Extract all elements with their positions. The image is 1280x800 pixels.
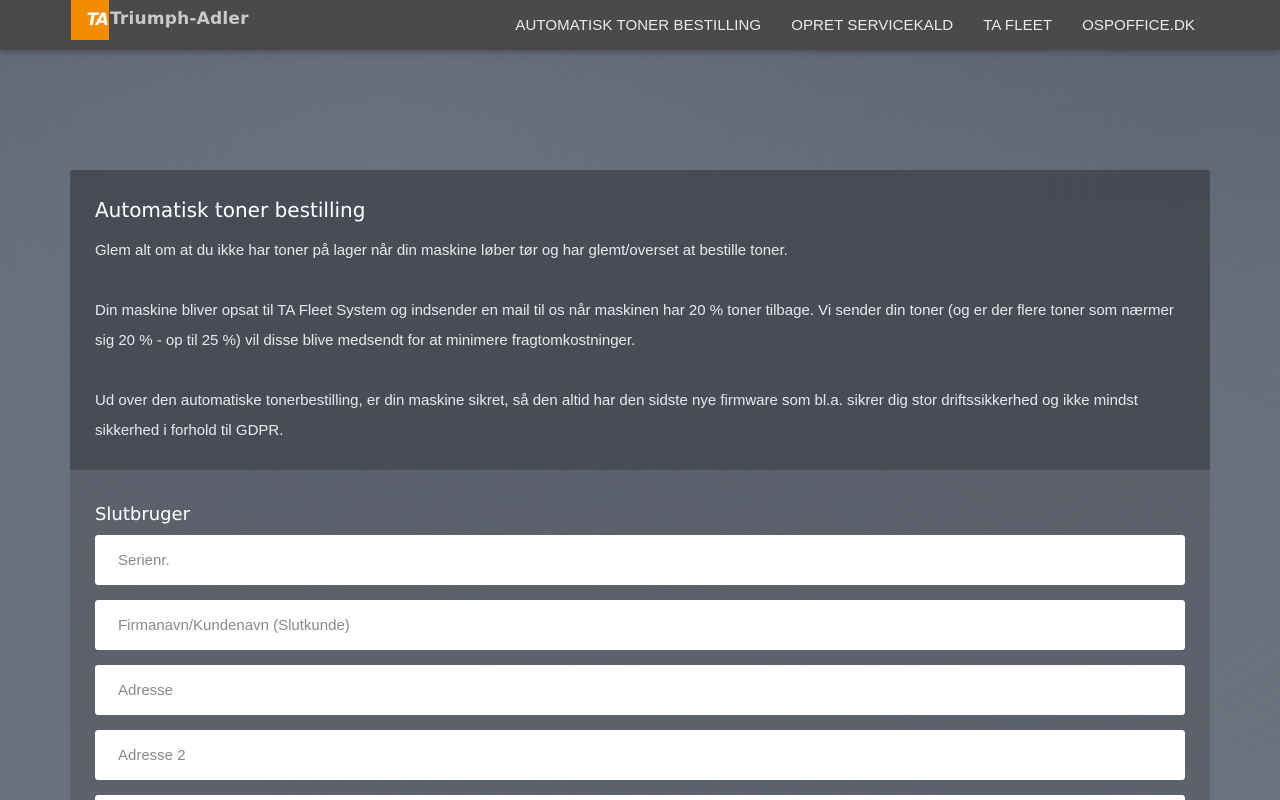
info-panel (70, 170, 1210, 470)
nav-ta-fleet[interactable]: TA FLEET (983, 16, 1053, 34)
logo-wordmark: Triumph-Adler (110, 9, 249, 29)
nav-ospoffice[interactable]: OSPOFFICE.DK (1082, 16, 1195, 34)
triumph-adler-logo[interactable] (71, 0, 249, 40)
logo-mark: TA (71, 0, 109, 40)
address-2-input[interactable] (95, 730, 1185, 780)
order-form (70, 470, 1210, 800)
serial-number-input[interactable] (95, 535, 1185, 585)
nav-automatisk-toner-bestilling[interactable]: AUTOMATISK TONER BESTILLING (515, 16, 762, 34)
page-title: Automatisk toner bestilling (95, 198, 366, 222)
section-title-slutbruger: Slutbruger (95, 504, 191, 525)
top-navbar (0, 0, 1280, 50)
address-input[interactable] (95, 665, 1185, 715)
company-name-input[interactable] (95, 600, 1185, 650)
main-nav (515, 0, 1195, 50)
info-paragraph-3: Ud over den automatiske tonerbestilling, er din maskine sikret, så den altid har den sidste nye firmware som bl.a. sikrer dig stor driftssikkerhed og ikke mindst sikkerhed i forhold til GDPR. (95, 392, 1138, 439)
info-paragraph-1: Glem alt om at du ikke har toner på lager når din maskine løber tør og har glemt/overset at bestille toner. (95, 242, 788, 259)
next-field-input[interactable] (95, 795, 1185, 800)
info-paragraph-2: Din maskine bliver opsat til TA Fleet System og indsender en mail til os når maskinen har 20 % toner tilbage. Vi sender din toner (og er der flere toner som nærmer sig 20 % - op til 25 %) vil disse blive medsendt for at minimere fragtomkostninger. (95, 302, 1174, 349)
nav-opret-servicekald[interactable]: OPRET SERVICEKALD (791, 16, 954, 34)
